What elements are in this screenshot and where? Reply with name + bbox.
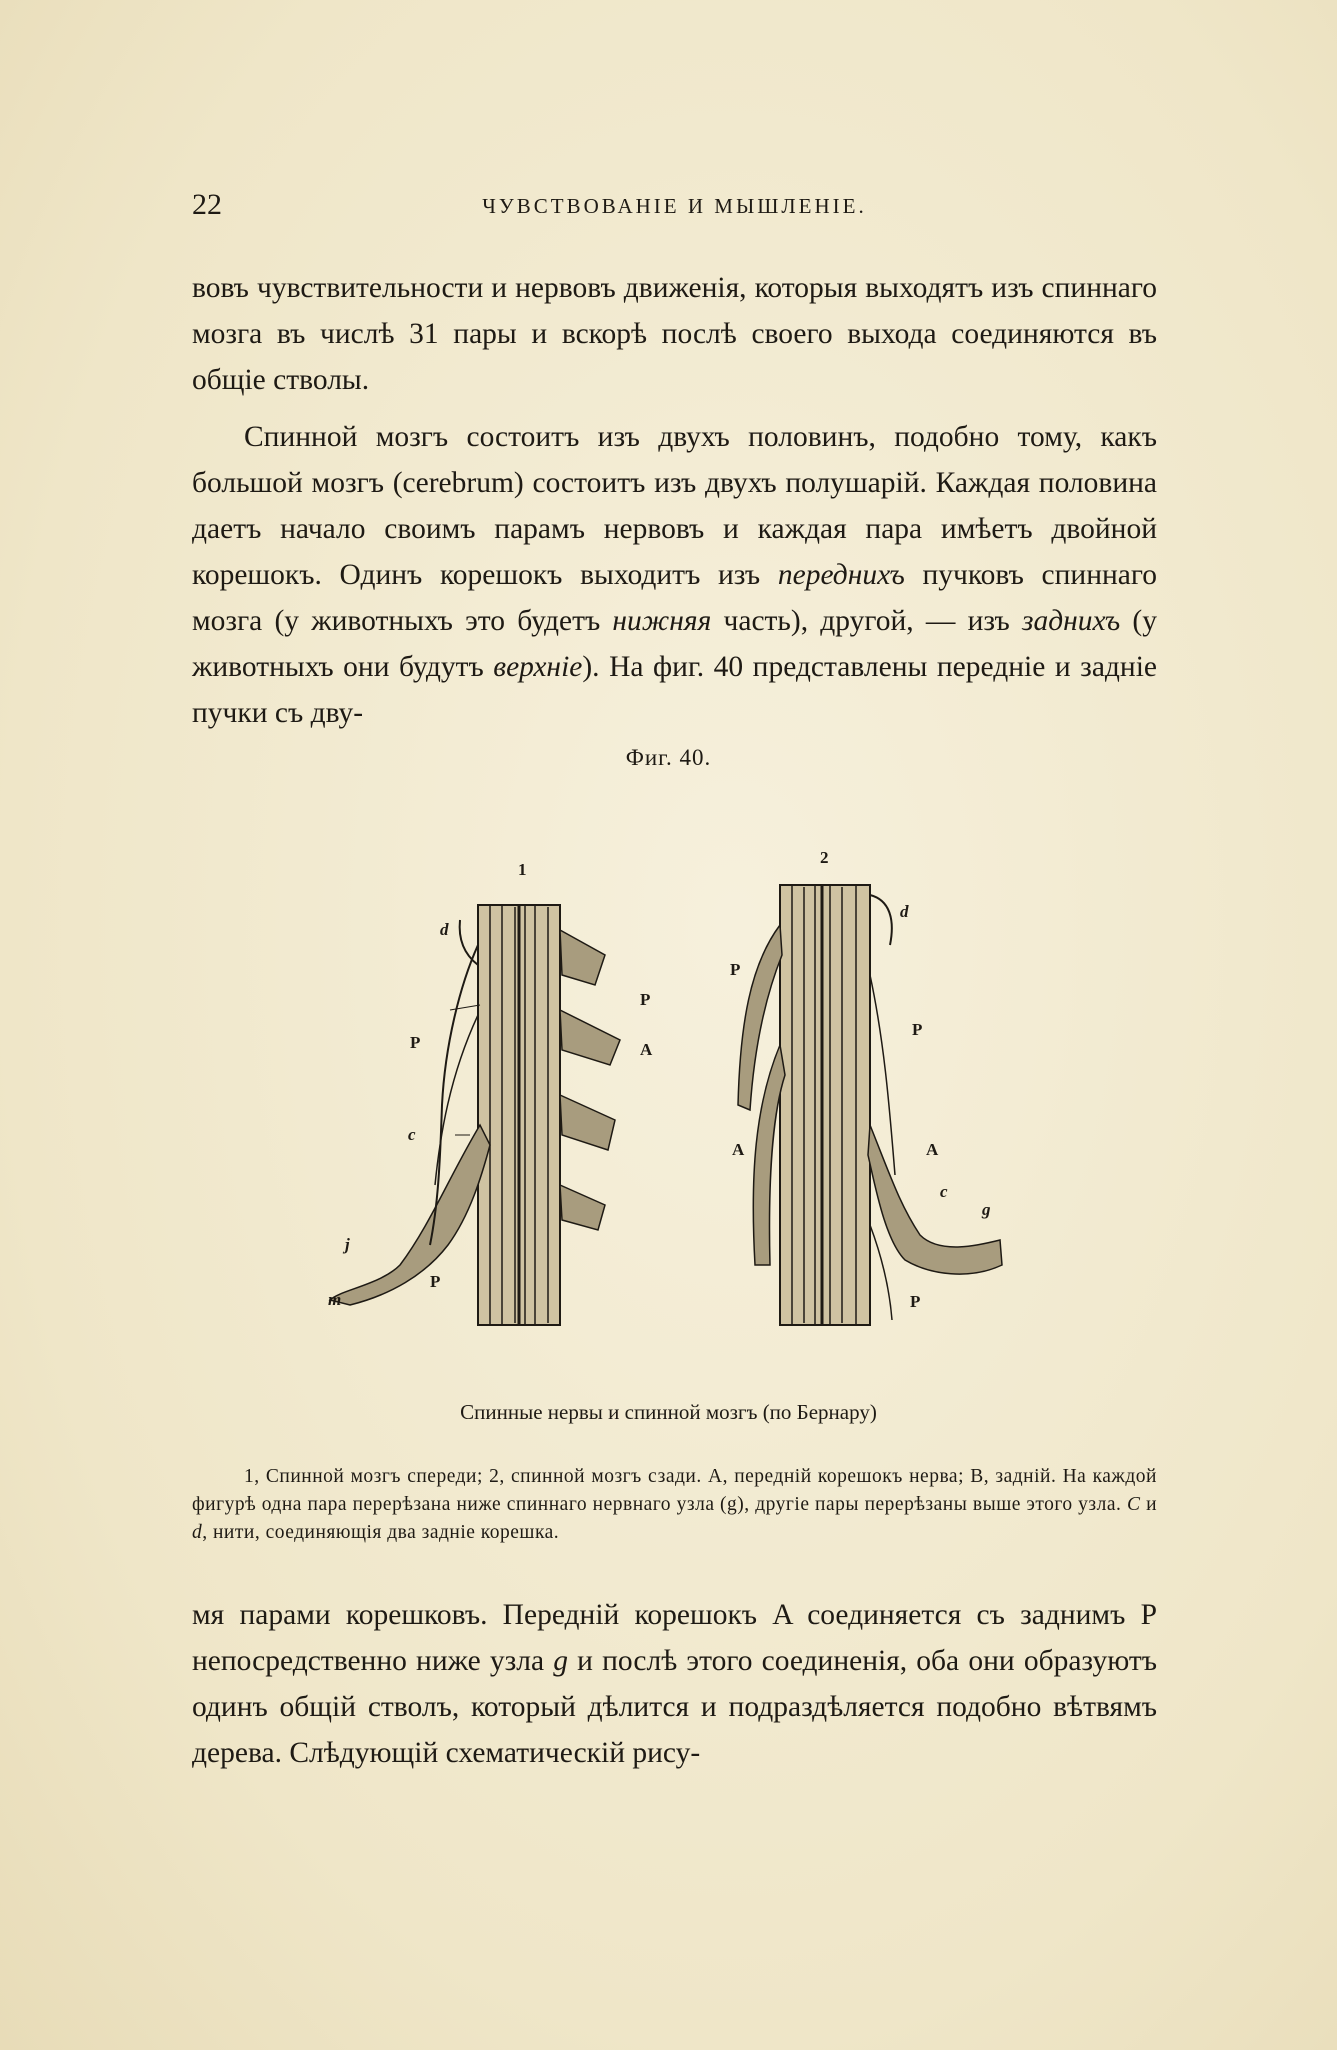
- paragraph-2: [192, 414, 1157, 736]
- fig1-label-p-top: P: [640, 990, 651, 1009]
- p2-emphasis-posterior: заднихъ: [1021, 605, 1121, 637]
- spinal-cord-back-view: [738, 885, 1002, 1325]
- figure-1-number: 1: [518, 860, 527, 879]
- paragraph-1-text: вовъ чувствительности и нервовъ движенія, которыя выходятъ изъ спиннаго мозга въ числѣ 31 пары и вскорѣ послѣ своего выхода соединяются въ общіе стволы.: [192, 272, 1157, 396]
- fig2-label-a-right: A: [926, 1140, 939, 1159]
- p3-part-a: мя парами корешковъ. Передній корешокъ A соединяется съ заднимъ P непосредственно ниже узла: [192, 1599, 1157, 1677]
- fig2-label-c: c: [940, 1182, 948, 1201]
- fig1-label-c: c: [408, 1125, 416, 1144]
- fig2-label-p-bottom: P: [910, 1292, 921, 1311]
- figure-caption-text: [192, 1463, 1157, 1547]
- running-title: ЧУВСТВОВАНІЕ И МЫШЛЕНІЕ.: [482, 194, 867, 218]
- p2-part-e: ). На фиг. 40 представлены передніе и задніе пучки съ дву-: [192, 651, 1157, 729]
- caption-part-a: 1, Спинной мозгъ спереди; 2, спинной мозгъ сзади. A, передній корешокъ нерва; B, задній. На каждой фигурѣ одна пара перерѣзана ниже спиннаго нервнаго узла (g), другіе пары перерѣзаны выше этого узла.: [192, 1466, 1157, 1515]
- p2-emphasis-upper: верхніе: [493, 651, 583, 683]
- fig1-label-p-left: P: [410, 1033, 421, 1052]
- caption-and: и: [1140, 1494, 1157, 1515]
- figure-caption-title: Спинные нервы и спинной мозгъ (по Бернару): [460, 1400, 877, 1424]
- spinal-cord-figure: [330, 845, 1030, 1345]
- page-number: 22: [192, 188, 222, 221]
- page-header: [192, 188, 1157, 228]
- paragraph-3-text: [192, 1592, 1157, 1776]
- figure-caption: [192, 1463, 1157, 1547]
- caption-letter-d: d: [192, 1522, 203, 1543]
- figure-label: Фиг. 40.: [625, 745, 712, 770]
- paragraph-1: [192, 265, 1157, 403]
- caption-letter-c: C: [1126, 1494, 1141, 1515]
- p2-part-b: пучковъ спиннаго мозга (у животныхъ это будетъ: [192, 559, 1157, 637]
- fig1-label-a: A: [640, 1040, 653, 1059]
- fig2-label-p-left: P: [730, 960, 741, 979]
- fig2-label-a-left: A: [732, 1140, 745, 1159]
- paragraph-3: [192, 1592, 1157, 1776]
- p2-emphasis-lower: нижняя: [612, 605, 712, 637]
- fig1-label-p-bottom: P: [430, 1272, 441, 1291]
- figure-2-number: 2: [820, 848, 829, 867]
- fig1-label-m: m: [328, 1290, 342, 1309]
- p3-emphasis-g: g: [553, 1645, 569, 1677]
- p2-part-d: (у животныхъ они будутъ: [192, 605, 1158, 683]
- p2-part-a: Спинной мозгъ состоитъ изъ двухъ половинъ, подобно тому, какъ большой мозгъ (cerebrum) состоитъ изъ двухъ полушарій. Каждая половина даетъ начало своимъ парамъ нервовъ и каждая пара имѣетъ двойной корешокъ. Одинъ корешокъ выходитъ изъ: [192, 421, 1157, 591]
- fig2-label-g: g: [982, 1200, 991, 1219]
- spinal-cord-front-view: [330, 905, 620, 1325]
- caption-part-b: , нити, соединяющія два задніе корешка.: [202, 1522, 560, 1543]
- fig1-label-j: j: [345, 1235, 350, 1254]
- p2-part-c: часть), другой, — изъ: [711, 605, 1022, 637]
- paragraph-2-text: [192, 414, 1157, 736]
- fig2-label-d: d: [900, 902, 909, 921]
- fig2-label-p-right: P: [912, 1020, 923, 1039]
- p3-part-b: и послѣ этого соединенія, оба они образуютъ одинъ общій стволъ, который дѣлится и подраздѣляется подобно вѣтвямъ дерева. Слѣдующій схематическій рису-: [192, 1645, 1157, 1769]
- p2-emphasis-anterior: переднихъ: [777, 559, 905, 591]
- fig1-label-d: d: [440, 920, 449, 939]
